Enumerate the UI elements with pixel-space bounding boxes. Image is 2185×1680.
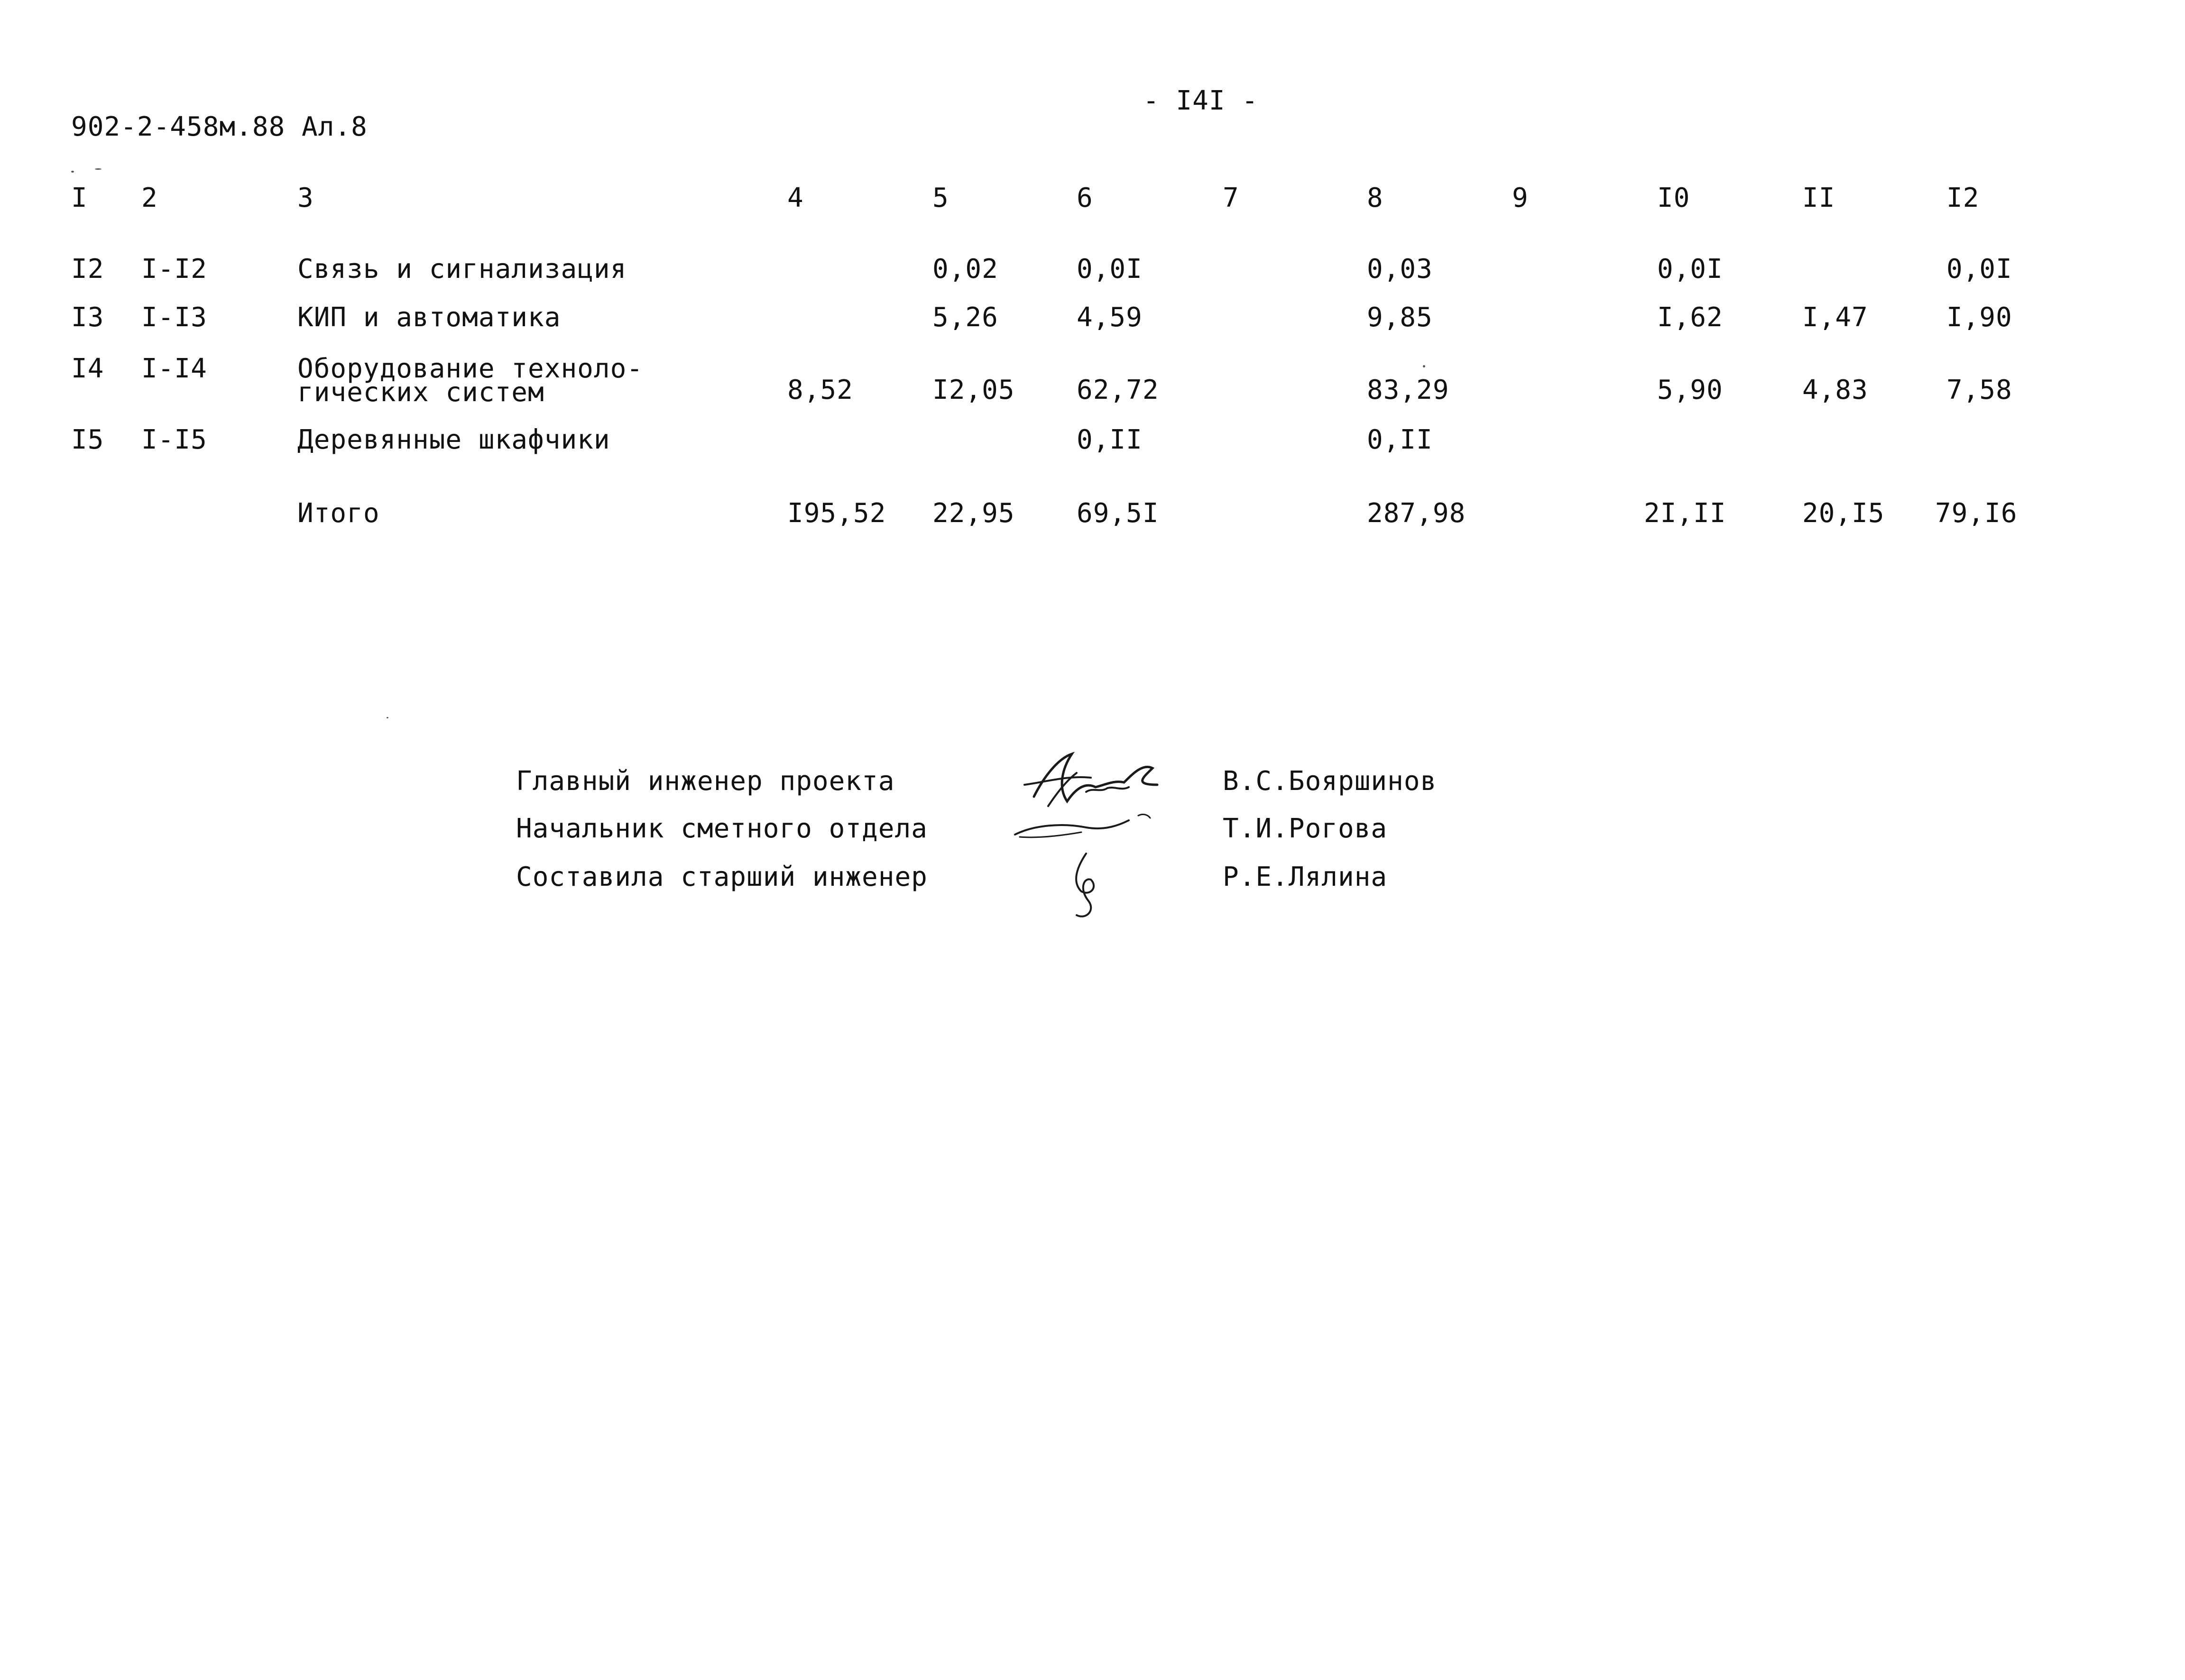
cell-value: 83,29 <box>1367 375 1449 405</box>
row-name: Связь и сигнализация <box>297 254 627 285</box>
cell-value: 0,0I <box>1077 254 1143 285</box>
column-header: 9 <box>1512 183 1529 213</box>
cell-value: 8,52 <box>787 375 853 405</box>
column-header: 3 <box>297 183 314 213</box>
row-number: I2 <box>71 254 104 285</box>
page-number: - I4I - <box>1143 85 1259 116</box>
cell-value: 0,02 <box>932 254 998 285</box>
cell-value: 9,85 <box>1367 302 1433 333</box>
total-value: I95,52 <box>787 498 886 529</box>
scan-speck <box>71 171 74 173</box>
column-header: I <box>71 183 88 213</box>
column-header: 8 <box>1367 183 1383 213</box>
cell-value: 0,0I <box>1946 254 2012 285</box>
signature-role: Составила старший инженер <box>516 862 928 892</box>
cell-value: 5,90 <box>1657 375 1723 405</box>
signatory-name: Р.Е.Лялина <box>1223 862 1388 892</box>
row-number: I3 <box>71 302 104 333</box>
scan-speck <box>387 717 388 718</box>
column-header: II <box>1802 183 1835 213</box>
total-label: Итого <box>297 498 380 529</box>
column-header: 5 <box>932 183 949 213</box>
row-number: I5 <box>71 424 104 455</box>
cell-value: 0,II <box>1077 424 1143 455</box>
row-name: КИП и автоматика <box>297 302 561 333</box>
scan-speck <box>95 168 101 170</box>
column-header: 7 <box>1223 183 1239 213</box>
signatory-name: В.С.Бояршинов <box>1223 766 1437 797</box>
column-header: 2 <box>141 183 158 213</box>
cell-value: 7,58 <box>1946 375 2012 405</box>
total-value: 22,95 <box>932 498 1015 529</box>
column-header: 4 <box>787 183 804 213</box>
total-value: 69,5I <box>1077 498 1159 529</box>
row-code: I-I5 <box>141 424 207 455</box>
cell-value: I2,05 <box>932 375 1015 405</box>
cell-value: 5,26 <box>932 302 998 333</box>
row-code: I-I2 <box>141 254 207 285</box>
row-code: I-I3 <box>141 302 207 333</box>
signatory-name: Т.И.Рогова <box>1223 813 1388 844</box>
row-name-line1: Оборудование техноло- <box>297 353 644 384</box>
total-value: 20,I5 <box>1802 498 1885 529</box>
column-header: I0 <box>1657 183 1690 213</box>
cell-value: I,47 <box>1802 302 1868 333</box>
document-code: 902-2-458м.88 Ал.8 <box>71 111 368 142</box>
cell-value: 0,II <box>1367 424 1433 455</box>
row-number: I4 <box>71 353 104 384</box>
cell-value: 62,72 <box>1077 375 1159 405</box>
total-value: 287,98 <box>1367 498 1466 529</box>
cell-value: 0,03 <box>1367 254 1433 285</box>
row-name: Деревянные шкафчики <box>297 424 610 455</box>
row-name-line2: гических систем <box>297 377 544 408</box>
handwritten-signature <box>1053 844 1119 925</box>
cell-value: I,62 <box>1657 302 1723 333</box>
total-value: 79,I6 <box>1935 498 2018 529</box>
scan-speck <box>1423 365 1425 367</box>
row-code: I-I4 <box>141 353 207 384</box>
cell-value: 4,83 <box>1802 375 1868 405</box>
handwritten-signature <box>1005 806 1167 849</box>
cell-value: I,90 <box>1946 302 2012 333</box>
total-value: 2I,II <box>1644 498 1726 529</box>
cell-value: 4,59 <box>1077 302 1143 333</box>
signature-role: Начальник сметного отдела <box>516 813 928 844</box>
column-header: 6 <box>1077 183 1093 213</box>
column-header: I2 <box>1946 183 1980 213</box>
cell-value: 0,0I <box>1657 254 1723 285</box>
signature-role: Главный инженер проекта <box>516 766 895 797</box>
